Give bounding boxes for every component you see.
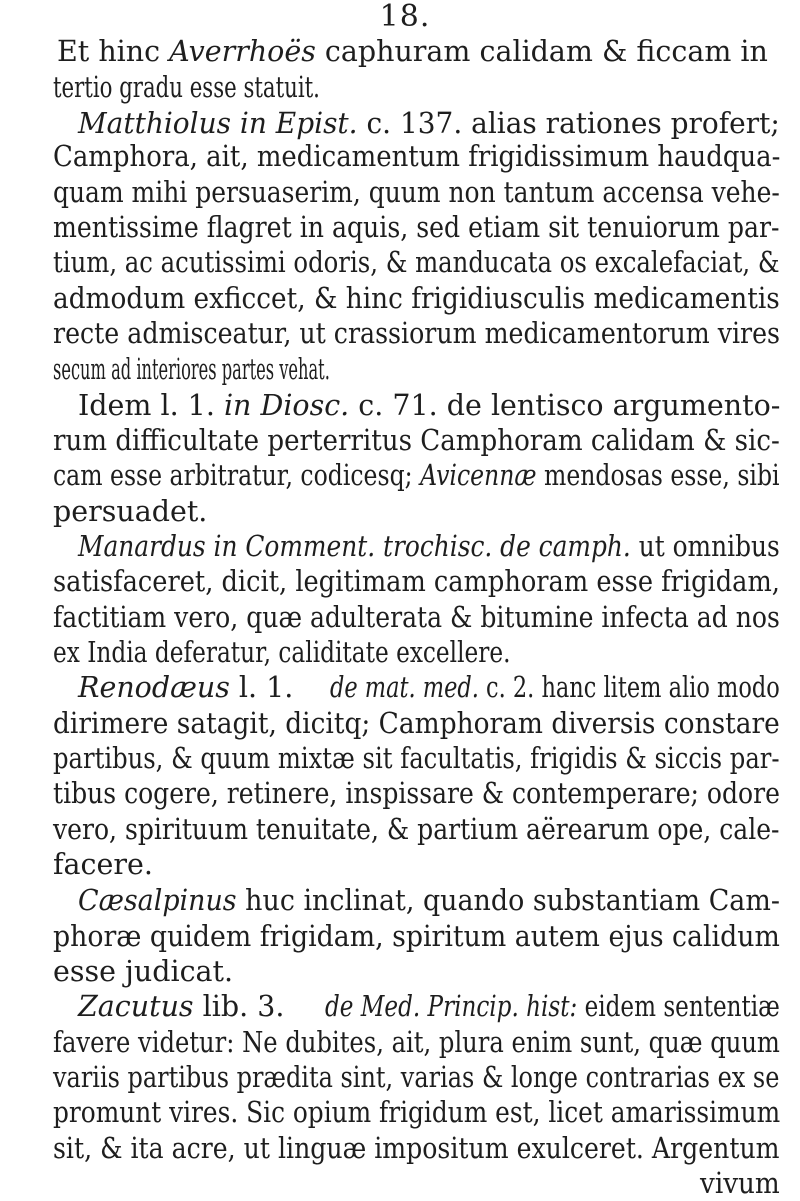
roman-text: tertio gradu esse statuit.: [53, 71, 320, 104]
text-line: [53, 140, 780, 174]
roman-text: sit, & ita acre, ut linguæ impositum exulceret. Argentum: [53, 1132, 780, 1165]
text-line: [53, 601, 780, 635]
text-line: [53, 1132, 780, 1166]
roman-text: c. 71. de lentisco argumento-: [349, 389, 781, 422]
text-line: [78, 990, 284, 1024]
text-line: [53, 707, 780, 741]
text-line: [53, 176, 780, 210]
text-line: [53, 1096, 780, 1130]
italic-text: Averrhoës: [169, 35, 316, 68]
text-line: [53, 71, 320, 105]
roman-text: mentissime flagret in aquis, sed etiam sit tenuiorum par-: [53, 211, 780, 244]
page-number: 18.: [379, 0, 431, 34]
text-line: [53, 742, 780, 776]
roman-text: lib. 3.: [193, 990, 285, 1023]
roman-text: vero, spirituum tenuitate, & partium aërearum ope, cale-: [53, 813, 780, 846]
roman-text: admodum exficcet, & hinc frigidiusculis medicamentis: [53, 282, 780, 315]
roman-text: ut omnibus: [630, 530, 780, 563]
roman-text: mendosas esse, sibi: [536, 459, 780, 492]
roman-text: variis partibus prædita sint, varias & longe contrarias ex se: [53, 1061, 780, 1094]
roman-text: favere videtur: Ne dubites, ait, plura enim sunt, quæ quum: [53, 1026, 780, 1059]
roman-text: promunt vires. Sic opium frigidum est, licet amarissimum: [53, 1096, 781, 1129]
italic-text: in Diosc.: [223, 389, 350, 422]
text-line: [53, 246, 779, 280]
roman-text: ex India deferatur, caliditate excellere.: [53, 636, 511, 669]
roman-text: phoræ quidem frigidam, spiritum autem ejus calidum: [53, 920, 780, 953]
roman-text: c. 137. alias rationes profert;: [357, 107, 780, 140]
roman-text: persuadet.: [53, 495, 208, 528]
roman-text: Idem l. 1.: [78, 389, 224, 422]
roman-text: satisfaceret, dicit, legitimam camphoram esse frigidam,: [53, 565, 780, 598]
roman-text: esse judicat.: [53, 955, 234, 988]
text-line: [78, 389, 780, 423]
text-line: [78, 530, 780, 564]
text-line: [700, 1167, 780, 1201]
roman-text: rum difficultate perterritus Camphoram calidam & sic-: [53, 424, 780, 457]
roman-text: eidem sententiæ: [577, 990, 780, 1023]
roman-text: secum ad interiores partes vehat.: [53, 353, 330, 386]
text-line: [53, 1026, 780, 1060]
roman-text: cam esse arbitratur, codicesq;: [53, 459, 421, 492]
text-line: [53, 565, 780, 599]
italic-text: Zacutus: [78, 990, 194, 1023]
roman-text: vivum: [700, 1167, 780, 1200]
roman-text: tibus cogere, retinere, inspissare & contemperare; odore: [53, 777, 780, 810]
text-line: [330, 671, 780, 705]
text-line: [78, 107, 780, 141]
italic-text: Matthiolus in Epist.: [78, 107, 358, 140]
roman-text: c. 2. hanc litem alio modo: [478, 671, 780, 704]
italic-text: de mat. med.: [330, 671, 479, 704]
italic-text: Avicennæ: [420, 459, 537, 492]
roman-text: recte admisceatur, ut crassiorum medicamentorum vires: [53, 317, 781, 350]
roman-text: partibus, & quum mixtæ sit facultatis, frigidis & siccis par-: [53, 742, 780, 775]
italic-text: Cæsalpinus: [78, 884, 237, 917]
roman-text: dirimere satagit, dicitq; Camphoram diversis constare: [53, 707, 780, 740]
text-line: [53, 813, 780, 847]
italic-text: Renodæus: [78, 671, 230, 704]
italic-text: de Med. Princip. hist:: [325, 990, 578, 1023]
text-line: [53, 636, 511, 670]
text-line: [53, 955, 233, 989]
roman-text: Camphora, ait, medicamentum frigidissimum haudqua-: [53, 140, 781, 173]
text-line: [325, 990, 780, 1024]
roman-text: caphuram calidam & ficcam in: [315, 35, 768, 68]
text-line: [53, 459, 780, 493]
text-line: [53, 282, 780, 316]
roman-text: l. 1.: [229, 671, 294, 704]
text-line: [78, 671, 293, 705]
roman-text: Et hinc: [57, 35, 170, 68]
roman-text: tium, ac acutissimi odoris, & manducata os excalefaciat, &: [53, 246, 780, 279]
roman-text: facere.: [53, 848, 153, 881]
text-line: [53, 211, 780, 245]
roman-text: factitiam vero, quæ adulterata & bitumine infecta ad nos: [53, 601, 780, 634]
italic-text: Manardus in Comment. trochisc. de camph.: [78, 530, 631, 563]
text-line: [53, 777, 780, 811]
text-line: [53, 353, 330, 387]
text-line: [57, 35, 768, 69]
roman-text: huc inclinat, quando substantiam Cam-: [236, 884, 780, 917]
text-line: [53, 1061, 779, 1095]
roman-text: quam mihi persuaserim, quum non tantum accensa vehe-: [53, 176, 780, 209]
text-line: [78, 884, 780, 918]
text-line: [53, 848, 153, 882]
text-line: [53, 495, 207, 529]
text-line: [53, 920, 780, 954]
text-line: [53, 424, 780, 458]
text-line: [53, 317, 780, 351]
